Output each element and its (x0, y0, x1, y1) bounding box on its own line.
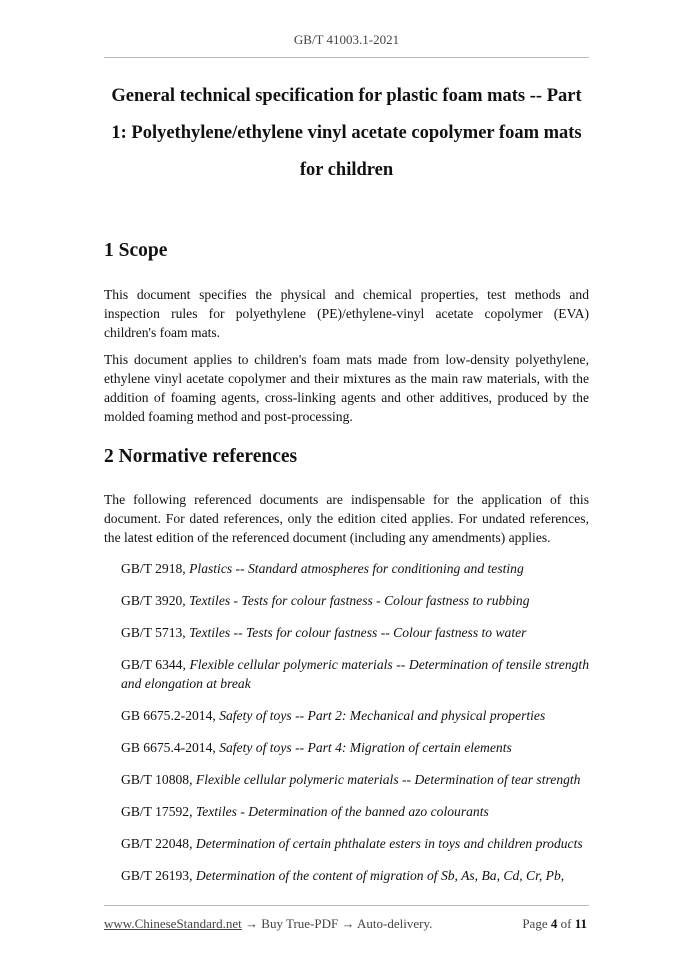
reference-item: GB/T 22048, Determination of certain phthalate esters in toys and children products (121, 836, 583, 851)
normative-intro-paragraph: The following referenced documents are indispensable for the application of this document. For dated references, only the edition cited applies. For undated references, the latest edition of the referenced document (including any amendments) applies. (104, 492, 589, 545)
scope-paragraph-1: This document specifies the physical and chemical properties, test methods and inspection rules for polyethylene (PE)/ethylene-vinyl acetate copolymer (EVA) children's foam mats. (104, 287, 589, 340)
buy-true-pdf-text: Buy True-PDF (261, 916, 339, 931)
auto-delivery-text: Auto-delivery. (357, 916, 433, 931)
reference-item: GB/T 6344, Flexible cellular polymeric materials -- Determination of tensile strength and elongation at break (121, 657, 589, 691)
footer-promo (104, 916, 432, 932)
reference-item: GB/T 5713, Textiles -- Tests for colour fastness -- Colour fastness to water (121, 625, 527, 640)
running-header: GB/T 41003.1-2021 (293, 32, 400, 47)
scope-paragraph-2: This document applies to children's foam mats made from low-density polyethylene, ethylene vinyl acetate copolymer and their mixtures as the main raw materials, with the addition of foaming agents, cross-linking agents and other additives, produced by the molded foaming method and post-processing. (104, 352, 589, 424)
total-pages: 11 (574, 916, 587, 931)
document-title (100, 78, 593, 189)
footer-divider (104, 905, 589, 906)
title-line-1: General technical specification for plastic foam mats -- Part (111, 86, 582, 106)
arrow-right-icon: → (338, 916, 358, 931)
page-number: Page 4 of 11 (522, 916, 587, 931)
normative-references-heading: 2 Normative references (104, 446, 298, 467)
header-divider (104, 57, 589, 58)
scope-heading: 1 Scope (104, 240, 168, 261)
current-page: 4 (550, 916, 558, 931)
title-line-2: 1: Polyethylene/ethylene vinyl acetate copolymer foam mats (111, 123, 582, 143)
reference-item: GB/T 3920, Textiles - Tests for colour fastness - Colour fastness to rubbing (121, 593, 530, 608)
reference-item: GB 6675.4-2014, Safety of toys -- Part 4: Migration of certain elements (121, 740, 512, 755)
reference-item: GB/T 2918, Plastics -- Standard atmospheres for conditioning and testing (121, 561, 524, 576)
reference-item: GB/T 17592, Textiles - Determination of the banned azo colourants (121, 804, 489, 819)
reference-item: GB 6675.2-2014, Safety of toys -- Part 2: Mechanical and physical properties (121, 708, 546, 723)
reference-item: GB/T 26193, Determination of the content of migration of Sb, As, Ba, Cd, Cr, Pb, (121, 868, 565, 883)
arrow-right-icon: → (241, 916, 262, 931)
title-line-3: for children (299, 160, 394, 180)
reference-item: GB/T 10808, Flexible cellular polymeric materials -- Determination of tear strength (121, 772, 581, 787)
site-link[interactable]: www.ChineseStandard.net (104, 916, 242, 931)
